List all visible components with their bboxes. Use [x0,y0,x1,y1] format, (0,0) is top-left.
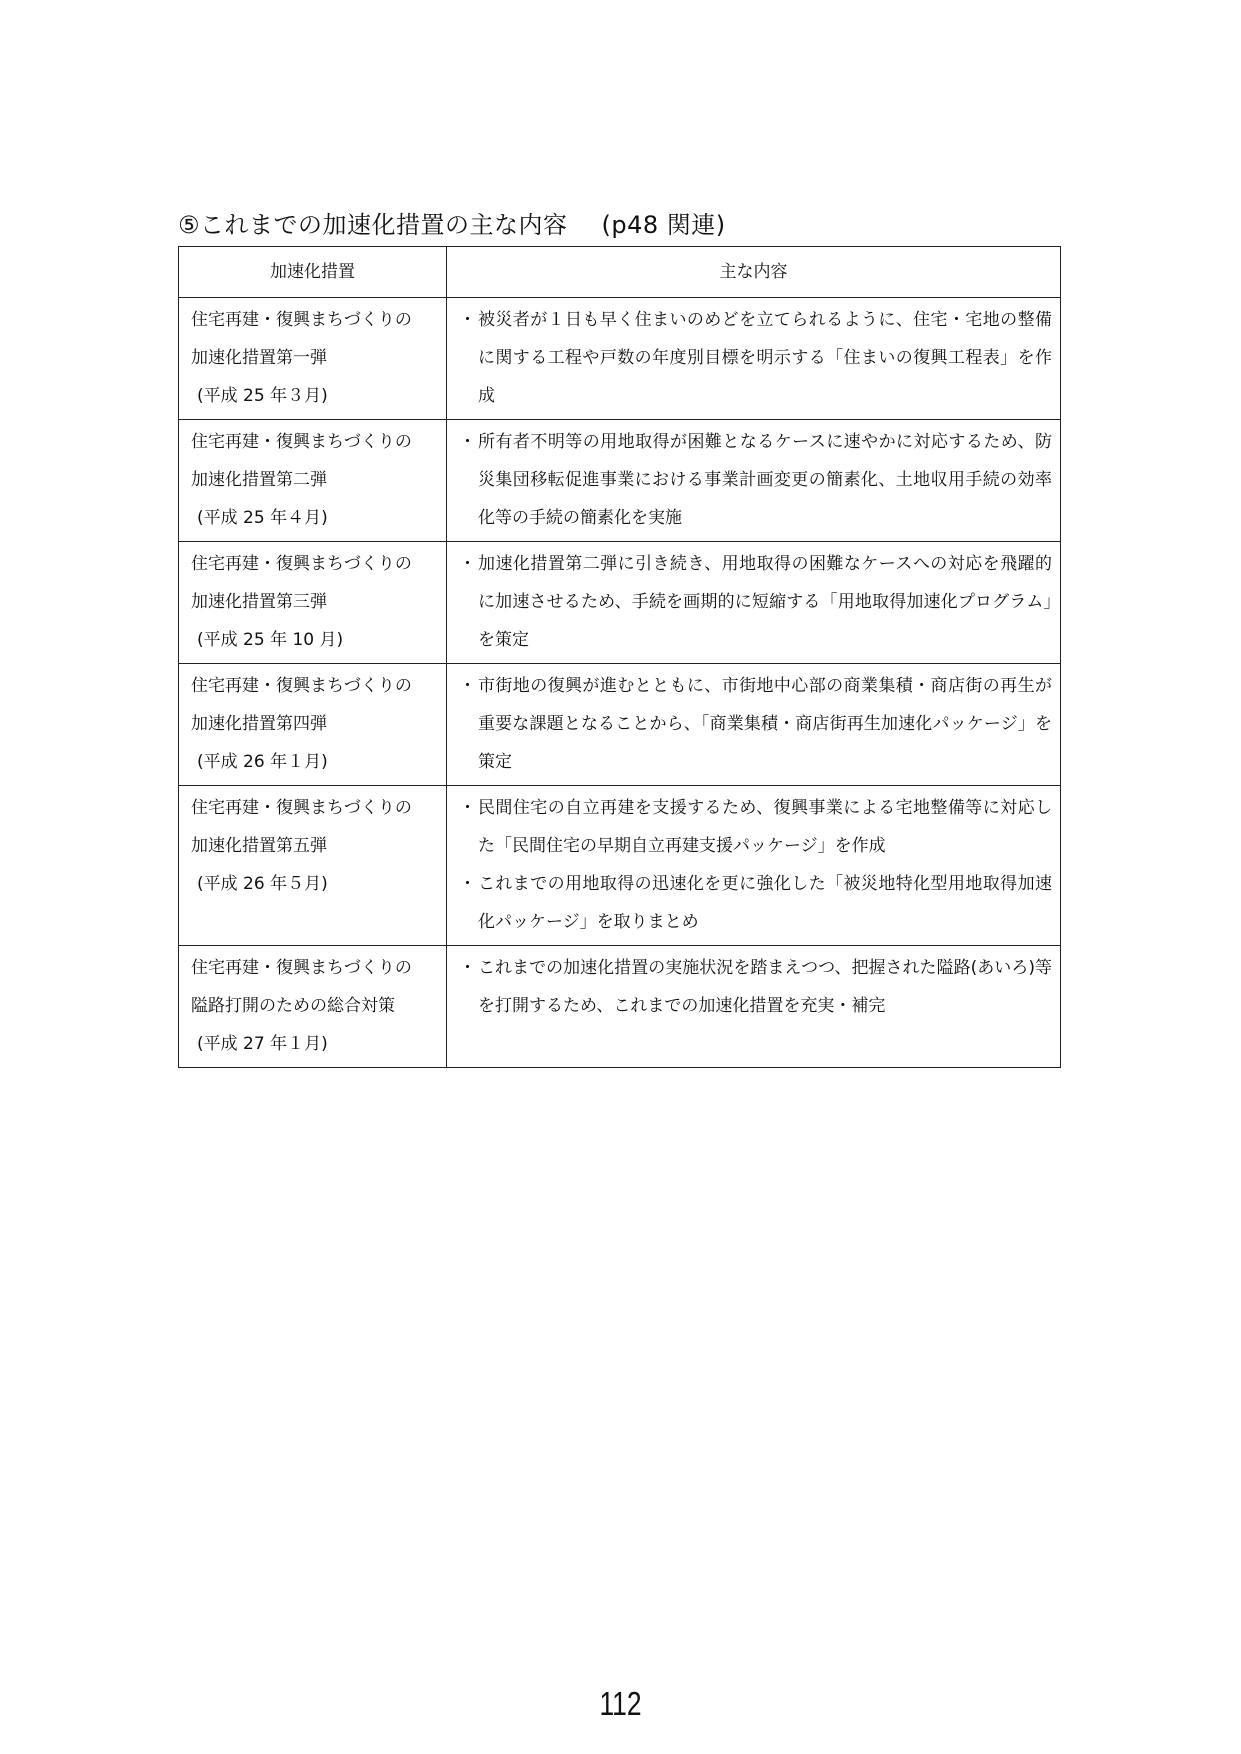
column-header-content: 主な内容 [447,247,1061,298]
measure-name-line: 加速化措置第一弾 [191,348,327,368]
table-header-row [179,247,1061,298]
measure-date: (平成 27 年１月) [197,1034,328,1054]
measure-cell [179,542,447,664]
bullet-mark: ・ [459,554,476,574]
bullet-text: 被災者が１日も早く住まいのめどを立てられるように、住宅・宅地の整備に関する工程や戸数の年度別目標を明示する「住まいの復興工程表」を作成 [478,310,1052,406]
table-row [179,542,1061,664]
measure-date: (平成 26 年１月) [197,752,328,772]
content-bullet [459,545,1052,659]
bullet-mark: ・ [459,432,476,452]
measure-date: (平成 25 年４月) [197,508,328,528]
content-cell [447,542,1061,664]
content-bullet [459,789,1052,865]
bullet-text: 所有者不明等の用地取得が困難となるケースに速やかに対応するため、防災集団移転促進事業における事業計画変更の簡素化、土地収用手続の効率化等の手続の簡素化を実施 [478,432,1052,528]
measure-cell [179,786,447,946]
content-cell [447,664,1061,786]
table-row [179,946,1061,1068]
content-bullet [459,667,1052,781]
content-bullet [459,865,1052,941]
measure-name-line: 加速化措置第五弾 [191,836,327,856]
bullet-mark: ・ [459,310,476,330]
measure-name-line: 住宅再建・復興まちづくりの [191,310,412,330]
table-row [179,298,1061,420]
measure-name-line: 隘路打開のための総合対策 [191,996,395,1016]
content-bullet [459,301,1052,415]
section-title-text: ⑤これまでの加速化措置の主な内容 [178,211,568,239]
measure-name-line: 住宅再建・復興まちづくりの [191,554,412,574]
content-cell [447,786,1061,946]
bullet-text: 加速化措置第二弾に引き続き、用地取得の困難なケースへの対応を飛躍的に加速させるため、手続を画期的に短縮する「用地取得加速化プログラム」を策定 [478,554,1052,650]
measure-date: (平成 25 年３月) [197,386,328,406]
section-title [178,208,726,242]
bullet-text: 民間住宅の自立再建を支援するため、復興事業による宅地整備等に対応した「民間住宅の早期自立再建支援パッケージ」を作成 [478,798,1052,856]
measure-date: (平成 25 年 10 月) [197,630,344,650]
measure-cell [179,946,447,1068]
measure-name-line: 加速化措置第三弾 [191,592,327,612]
bullet-mark: ・ [459,676,476,696]
bullet-mark: ・ [459,874,476,894]
measure-name-line: 住宅再建・復興まちづくりの [191,958,412,978]
table-row [179,786,1061,946]
bullet-text: 市街地の復興が進むとともに、市街地中心部の商業集積・商店街の再生が重要な課題となることから、「商業集積・商店街再生加速化パッケージ」を策定 [478,676,1052,772]
acceleration-measures-table [178,246,1061,1068]
table-row [179,420,1061,542]
measure-cell [179,420,447,542]
column-header-measure: 加速化措置 [179,247,447,298]
content-cell [447,298,1061,420]
measure-name-line: 住宅再建・復興まちづくりの [191,676,412,696]
measure-date: (平成 26 年５月) [197,874,328,894]
measure-cell [179,298,447,420]
measure-name-line: 加速化措置第二弾 [191,470,327,490]
content-cell [447,420,1061,542]
bullet-text: これまでの用地取得の迅速化を更に強化した「被災地特化型用地取得加速化パッケージ」を取りまとめ [478,874,1052,932]
page-number: 112 [599,1685,642,1722]
section-reference: (p48 関連) [601,211,726,239]
bullet-mark: ・ [459,798,476,818]
content-cell [447,946,1061,1068]
measure-cell [179,664,447,786]
content-bullet [459,423,1052,537]
measure-name-line: 加速化措置第四弾 [191,714,327,734]
bullet-mark: ・ [459,958,476,978]
bullet-text: これまでの加速化措置の実施状況を踏まえつつ、把握された隘路(あいろ)等を打開するため、これまでの加速化措置を充実・補完 [478,958,1052,1016]
measure-name-line: 住宅再建・復興まちづくりの [191,798,412,818]
table-row [179,664,1061,786]
measure-name-line: 住宅再建・復興まちづくりの [191,432,412,452]
content-bullet [459,949,1052,1025]
